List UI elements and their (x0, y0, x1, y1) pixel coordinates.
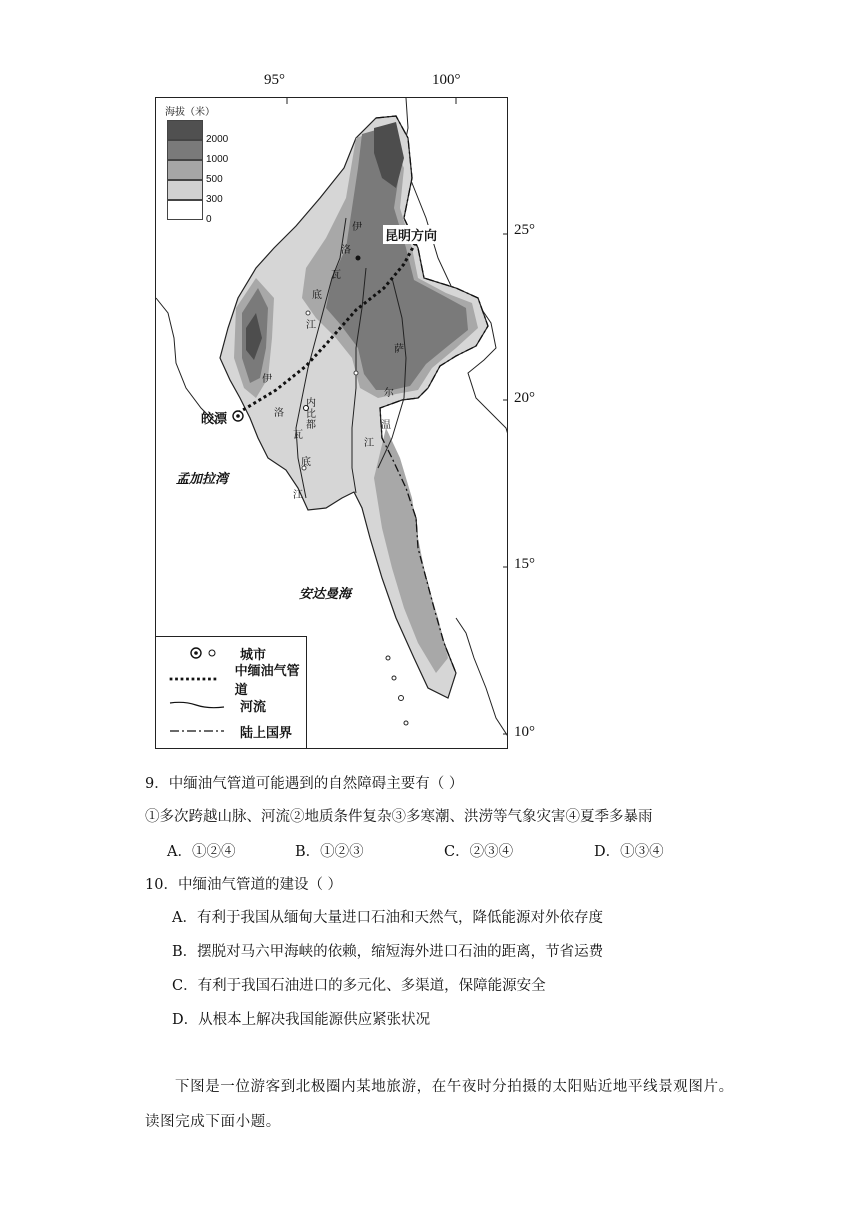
andaman-sea-label: 安达曼海 (299, 587, 352, 602)
bay-of-bengal-label: 孟加拉湾 (176, 472, 229, 487)
river-symbol-icon (166, 695, 228, 715)
question-10-option-d[interactable]: D．从根本上解决我国能源供应紧张状况 (172, 1012, 431, 1028)
elevation-swatch-500 (167, 160, 203, 180)
river-char: 瓦 (331, 270, 341, 281)
elevation-legend-title: 海拔（米） (165, 107, 215, 118)
pipeline-symbol-icon (166, 669, 223, 689)
river-char: 洛 (341, 245, 351, 256)
river-char: 尔 (384, 388, 394, 399)
elevation-swatch-1000 (167, 140, 203, 160)
river-char: 江 (364, 438, 374, 449)
question-10-option-c[interactable]: C．有利于我国石油进口的多元化、多渠道，保障能源安全 (172, 978, 546, 994)
city-taunggyi (354, 371, 358, 375)
kunming-direction-label: 昆明方向 (383, 225, 439, 244)
intro-paragraph-line-2: 读图完成下面小题。 (145, 1114, 281, 1130)
question-9-option-b[interactable]: B．①②③ (295, 844, 364, 860)
river-char: 伊 (352, 222, 362, 233)
map-legend (156, 636, 307, 749)
kyaukpyu-label: 皎漂 (201, 412, 228, 427)
question-9-stem: 9．中缅油气管道可能遇到的自然障碍主要有（ ） (145, 776, 464, 792)
question-9-option-d[interactable]: D．①③④ (594, 844, 664, 860)
city-symbol-icon (166, 643, 228, 663)
naypyidaw-label: 内比都 (306, 398, 316, 431)
legend-border-label: 陆上国界 (240, 725, 293, 741)
river-char: 伊 (262, 374, 272, 385)
river-char: 江 (306, 320, 316, 331)
legend-row-river (166, 695, 266, 715)
longitude-label-100: 100° (432, 72, 461, 88)
thai-coast-outline (456, 618, 508, 738)
city-mandalay (306, 311, 310, 315)
west-coast-outline (156, 298, 216, 423)
river-char: 江 (293, 490, 303, 501)
question-10-stem: 10．中缅油气管道的建设（ ） (145, 877, 343, 893)
island-2 (392, 676, 396, 680)
island-4 (404, 721, 408, 725)
question-10-option-a[interactable]: A．有利于我国从缅甸大量进口石油和天然气，降低能源对外依存度 (172, 910, 603, 926)
myanmar-map (155, 97, 508, 749)
elevation-value-500: 500 (206, 174, 223, 185)
island-1 (386, 656, 390, 660)
border-symbol-icon (166, 721, 228, 741)
elevation-value-2000: 2000 (206, 134, 229, 145)
river-char: 温 (381, 420, 391, 431)
elevation-swatch-2000 (167, 120, 203, 140)
river-char: 洛 (274, 408, 284, 419)
latitude-label-10: 10° (514, 724, 535, 740)
elevation-swatch-0 (167, 200, 203, 220)
latitude-label-20: 20° (514, 390, 535, 406)
intro-paragraph-line-1: 下图是一位游客到北极圈内某地旅游，在午夜时分拍摄的太阳贴近地平线景观图片。 (175, 1079, 734, 1095)
latitude-label-15: 15° (514, 556, 535, 572)
latitude-label-25: 25° (514, 222, 535, 238)
elevation-swatch-300 (167, 180, 203, 200)
question-10-option-b[interactable]: B．摆脱对马六甲海峡的依赖，缩短海外进口石油的距离，节省运费 (172, 944, 604, 960)
question-9-option-a[interactable]: A．①②④ (167, 844, 236, 860)
legend-pipeline-label: 中缅油气管道 (234, 664, 300, 698)
legend-row-pipeline (166, 664, 306, 698)
legend-row-border (166, 721, 292, 741)
legend-river-label: 河流 (240, 699, 267, 715)
elevation-value-1000: 1000 (206, 154, 229, 165)
island-3 (399, 696, 404, 701)
city-muse (356, 256, 361, 261)
question-9-statements: ①多次跨越山脉、河流②地质条件复杂③多寒潮、洪涝等气象灾害④夏季多暴雨 (145, 809, 653, 825)
question-9-option-c[interactable]: C．②③④ (444, 844, 514, 860)
elevation-value-300: 300 (206, 194, 223, 205)
river-char: 瓦 (293, 430, 303, 441)
city-kyaukpyu-dot (236, 414, 240, 418)
longitude-label-95: 95° (264, 72, 285, 88)
legend-city-label: 城市 (240, 647, 267, 663)
elevation-value-0: 0 (206, 214, 212, 225)
river-char: 底 (312, 290, 322, 301)
river-char: 萨 (394, 344, 404, 355)
river-char: 底 (301, 457, 311, 468)
